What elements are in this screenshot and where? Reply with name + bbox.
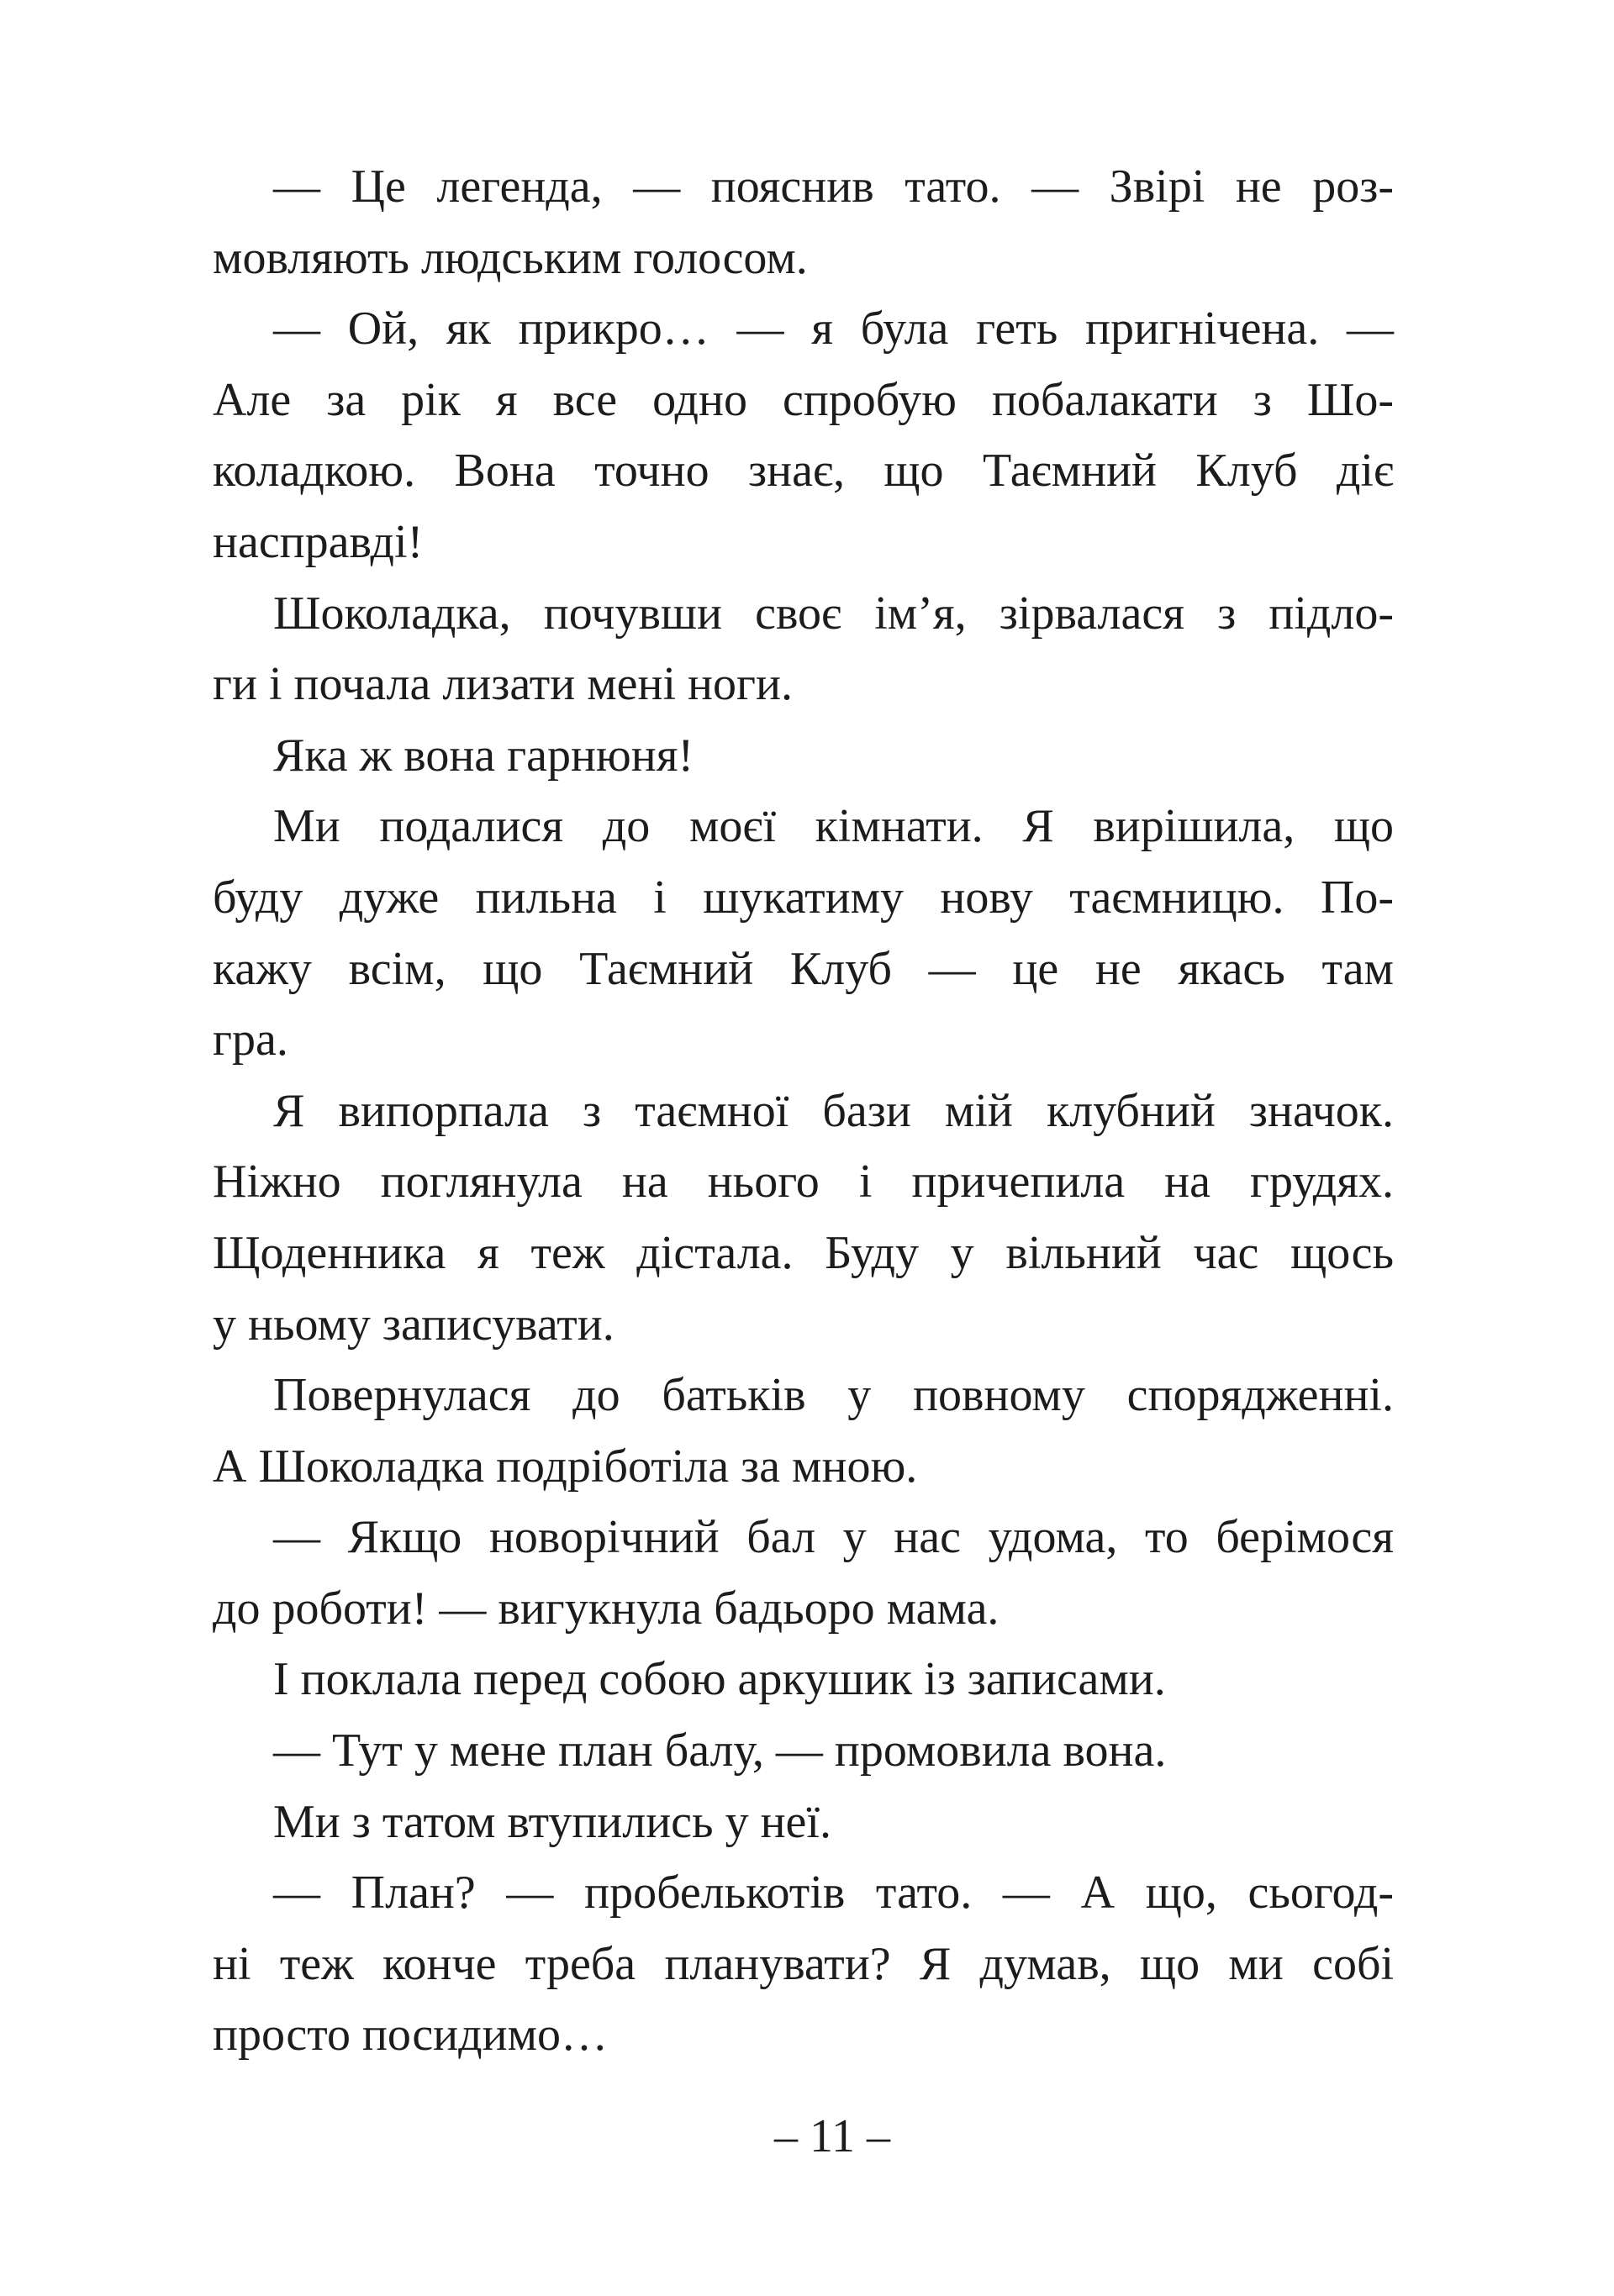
text-line: просто посидимо… [213, 2009, 609, 2062]
text-line: Яка ж вона гарнюня! [273, 729, 694, 782]
text-line: до роботи! — вигукнула бадьоро мама. [213, 1582, 1000, 1635]
text-line: коладкою. Вона точно знає, що Таємний Клуб діє [213, 445, 1394, 498]
text-line: — Тут у мене план балу, — промовила вона. [273, 1725, 1167, 1777]
text-line: Ми подалися до моєї кімнати. Я вирішила, що [273, 800, 1394, 853]
text-line: І поклала перед собою аркушик із записами. [273, 1653, 1166, 1706]
text-line: — Ой, як прикро… — я була геть пригнічена. — [273, 303, 1394, 355]
text-line: мовляють людським голосом. [213, 231, 808, 284]
text-line: Ми з татом втупились у неї. [273, 1795, 831, 1848]
body-text [213, 151, 1394, 2071]
page-number: – 11 – [774, 2110, 890, 2162]
text-line: Повернулася до батьків у повному спорядженні. [273, 1369, 1394, 1422]
text-line: А Шоколадка подріботіла за мною. [213, 1440, 918, 1493]
text-line: ні теж конче треба планувати? Я думав, що ми собі [213, 1937, 1394, 1990]
text-line: кажу всім, що Таємний Клуб — це не якась там [213, 942, 1394, 995]
text-line: Щоденника я теж дістала. Буду у вільний час щось [213, 1226, 1394, 1279]
text-line: — Це легенда, — пояснив тато. — Звірі не роз- [273, 161, 1394, 213]
text-line: — Якщо новорічний бал у нас удома, то берімося [273, 1511, 1394, 1564]
text-line: насправді! [213, 515, 424, 568]
text-line: Ніжно поглянула на нього і причепила на грудях. [213, 1156, 1394, 1209]
text-line: ги і почала лизати мені ноги. [213, 658, 793, 711]
text-line: — План? — пробелькотів тато. — А що, сьогод- [273, 1867, 1394, 1919]
text-line: Я випорпала з таємної бази мій клубний значок. [273, 1084, 1394, 1137]
text-line: Але за рік я все одно спробую побалакати з Шо- [213, 373, 1394, 426]
text-line: у ньому записувати. [213, 1298, 614, 1351]
text-line: гра. [213, 1014, 288, 1066]
text-line: Шоколадка, почувши своє ім’я, зірвалася з підло- [273, 587, 1394, 640]
text-line: буду дуже пильна і шукатиму нову таємницю. По- [213, 871, 1394, 924]
